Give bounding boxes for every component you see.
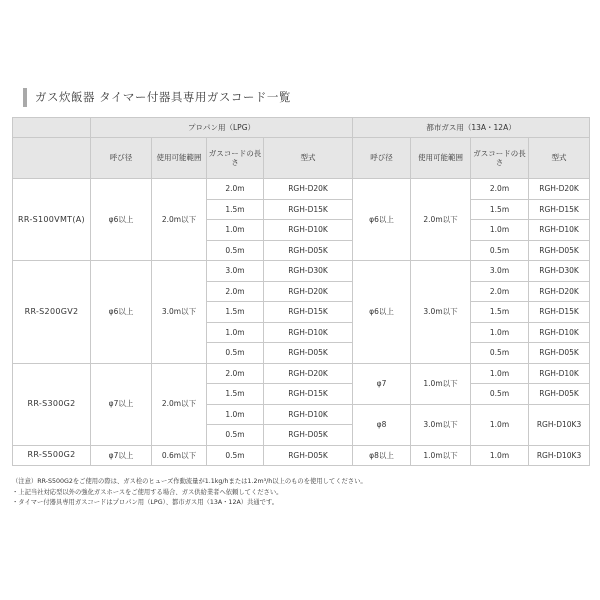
table-row [13, 363, 590, 384]
city-length-cell: 1.0m [471, 322, 529, 343]
city-type-cell: RGH-D10K [529, 322, 590, 343]
lpg-range-cell: 3.0m以下 [152, 261, 207, 364]
lpg-range-cell: 2.0m以下 [152, 363, 207, 445]
lpg-diameter-header: 呼び径 [91, 138, 152, 179]
city-type-cell: RGH-D20K [529, 281, 590, 302]
lpg-length-cell: 0.5m [207, 343, 264, 364]
lpg-type-cell: RGH-D05K [264, 343, 353, 364]
lpg-diameter-cell: φ7以上 [91, 445, 152, 466]
model-cell: RR-S500G2 [13, 445, 91, 466]
lpg-type-cell: RGH-D05K [264, 445, 353, 466]
lpg-type-cell: RGH-D10K [264, 322, 353, 343]
lpg-length-cell: 1.5m [207, 199, 264, 220]
model-cell: RR-S300G2 [13, 363, 91, 445]
corner-cell [13, 118, 91, 138]
city-length-cell: 1.5m [471, 199, 529, 220]
city-type-cell: RGH-D10K [529, 363, 590, 384]
lpg-type-cell: RGH-D15K [264, 302, 353, 323]
city-length-cell: 0.5m [471, 240, 529, 261]
city-type-cell: RGH-D10K3 [529, 404, 590, 445]
city-length-cell: 1.0m [471, 220, 529, 241]
lpg-length-cell: 2.0m [207, 363, 264, 384]
city-length-header: ガスコードの長さ [471, 138, 529, 179]
model-header-blank [13, 138, 91, 179]
table-row [13, 179, 590, 200]
city-range-cell: 3.0m以下 [411, 404, 471, 445]
lpg-type-cell: RGH-D10K [264, 220, 353, 241]
group-lpg-header: プロパン用（LPG） [91, 118, 353, 138]
city-type-cell: RGH-D20K [529, 179, 590, 200]
city-length-cell: 0.5m [471, 343, 529, 364]
lpg-diameter-cell: φ6以上 [91, 179, 152, 261]
lpg-type-cell: RGH-D20K [264, 281, 353, 302]
city-range-cell: 2.0m以下 [411, 179, 471, 261]
lpg-length-cell: 0.5m [207, 445, 264, 466]
city-type-cell: RGH-D05K [529, 343, 590, 364]
gas-cord-table [12, 117, 590, 466]
lpg-length-header: ガスコードの長さ [207, 138, 264, 179]
city-length-cell: 0.5m [471, 384, 529, 405]
city-diameter-cell: φ8 [353, 404, 411, 445]
notes [12, 477, 588, 509]
title-accent-bar [23, 88, 27, 107]
lpg-range-cell: 2.0m以下 [152, 179, 207, 261]
city-length-cell: 2.0m [471, 281, 529, 302]
lpg-range-header: 使用可能範囲 [152, 138, 207, 179]
note-line: ・タイマー付器具専用ガスコードはプロパン用（LPG）、都市ガス用（13A・12A）共通です。 [12, 499, 279, 507]
lpg-type-cell: RGH-D30K [264, 261, 353, 282]
city-type-cell: RGH-D05K [529, 384, 590, 405]
lpg-length-cell: 2.0m [207, 179, 264, 200]
city-type-cell: RGH-D15K [529, 302, 590, 323]
lpg-type-cell: RGH-D15K [264, 384, 353, 405]
city-length-cell: 2.0m [471, 179, 529, 200]
table-row [13, 261, 590, 282]
city-length-cell: 1.0m [471, 445, 529, 466]
lpg-length-cell: 3.0m [207, 261, 264, 282]
group-header-row [13, 118, 590, 138]
lpg-diameter-cell: φ7以上 [91, 363, 152, 445]
city-range-cell: 1.0m以下 [411, 363, 471, 404]
lpg-type-cell: RGH-D20K [264, 179, 353, 200]
city-diameter-cell: φ7 [353, 363, 411, 404]
city-range-cell: 3.0m以下 [411, 261, 471, 364]
city-range-cell: 1.0m以下 [411, 445, 471, 466]
city-length-cell: 3.0m [471, 261, 529, 282]
lpg-type-header: 型式 [264, 138, 353, 179]
city-range-header: 使用可能範囲 [411, 138, 471, 179]
city-type-header: 型式 [529, 138, 590, 179]
lpg-length-cell: 1.5m [207, 302, 264, 323]
lpg-range-cell: 0.6m以下 [152, 445, 207, 466]
page-title [23, 86, 583, 108]
lpg-length-cell: 0.5m [207, 425, 264, 446]
city-diameter-header: 呼び径 [353, 138, 411, 179]
lpg-type-cell: RGH-D10K [264, 404, 353, 425]
model-cell: RR-S200GV2 [13, 261, 91, 364]
city-type-cell: RGH-D15K [529, 199, 590, 220]
city-length-cell: 1.0m [471, 404, 529, 445]
note-line: （注意）RR-S500G2をご使用の際は、ガス栓のヒューズ作動流量が1.1kg/hまたは1.2m³/h以上のものを使用してください。 [12, 478, 367, 485]
group-city-header: 都市ガス用（13A・12A） [353, 118, 590, 138]
lpg-length-cell: 1.0m [207, 404, 264, 425]
lpg-type-cell: RGH-D20K [264, 363, 353, 384]
lpg-length-cell: 2.0m [207, 281, 264, 302]
lpg-length-cell: 1.0m [207, 220, 264, 241]
lpg-length-cell: 1.0m [207, 322, 264, 343]
city-type-cell: RGH-D10K3 [529, 445, 590, 466]
table-row [13, 445, 590, 466]
city-diameter-cell: φ6以上 [353, 179, 411, 261]
city-type-cell: RGH-D05K [529, 240, 590, 261]
city-type-cell: RGH-D10K [529, 220, 590, 241]
lpg-type-cell: RGH-D05K [264, 240, 353, 261]
city-length-cell: 1.0m [471, 363, 529, 384]
lpg-type-cell: RGH-D05K [264, 425, 353, 446]
city-length-cell: 1.5m [471, 302, 529, 323]
city-type-cell: RGH-D30K [529, 261, 590, 282]
lpg-length-cell: 1.5m [207, 384, 264, 405]
city-diameter-cell: φ8以上 [353, 445, 411, 466]
lpg-length-cell: 0.5m [207, 240, 264, 261]
lpg-diameter-cell: φ6以上 [91, 261, 152, 364]
model-cell: RR-S100VMT(A) [13, 179, 91, 261]
city-diameter-cell: φ6以上 [353, 261, 411, 364]
note-line: ・上記当社対応型以外の強化ガスホースをご使用する場合、ガス供給業者へ依頼してください。 [12, 488, 283, 496]
lpg-type-cell: RGH-D15K [264, 199, 353, 220]
title-text: ガス炊飯器 タイマー付器具専用ガスコード一覧 [35, 90, 291, 104]
column-header-row [13, 138, 590, 179]
